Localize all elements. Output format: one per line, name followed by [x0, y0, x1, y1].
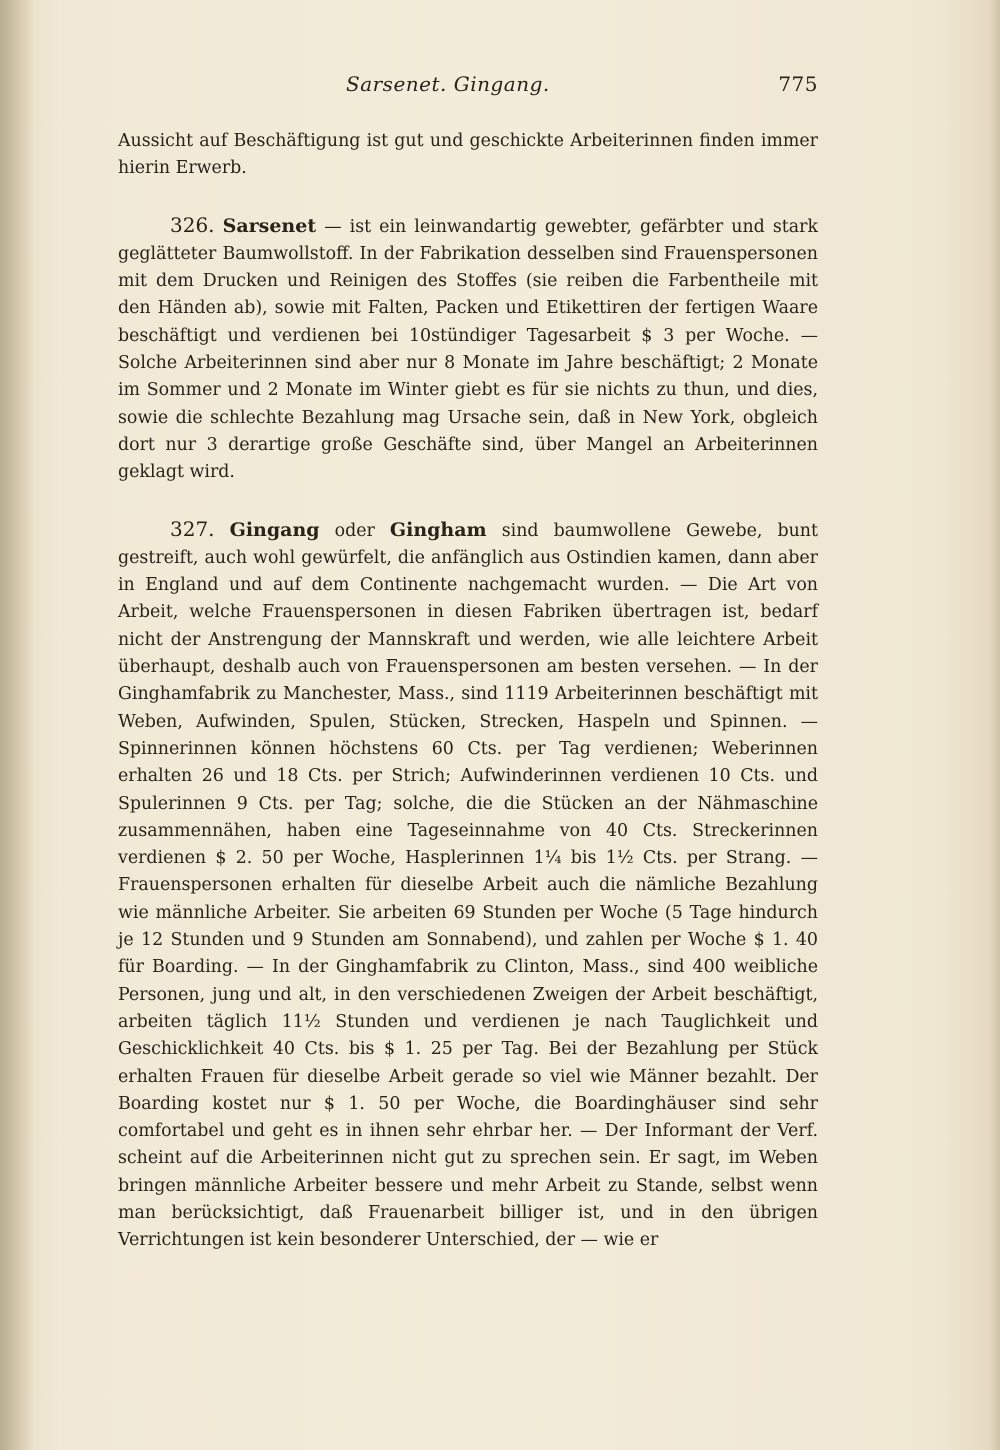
page-gutter-shadow	[0, 0, 34, 1450]
section-connector: oder	[319, 520, 390, 541]
section-text: — ist ein leinwandartig gewebter, gefärbter und stark geglätteter Baumwollstoff. In der Fabrikation desselben sind Frauenspersonen mit dem Drucken und Reinigen des Stoffes (sie reiben die Farbentheile mit den Händen ab), sowie mit Falten, Packen und Etikettiren der fertigen Waare beschäftigt und verdienen bei 10stündiger Tagesarbeit $ 3 per Woche. — Solche Arbeiterinnen sind aber nur 8 Monate im Jahre beschäftigt; 2 Monate im Sommer und 2 Monate im Winter giebt es für sie nichts zu thun, und dies, sowie die schlechte Bezahlung mag Ursache sein, daß in New York, obgleich dort nur 3 derartige große Geschäfte sind, über Mangel an Arbeiterinnen geklagt wird.	[118, 216, 819, 483]
page-header	[118, 72, 818, 104]
section-number: 327.	[170, 516, 215, 541]
continuation-paragraph: Aussicht auf Beschäftigung ist gut und geschickte Arbeiterinnen finden immer hierin Erwerb.	[118, 131, 818, 179]
page-edge-shadow	[990, 0, 1000, 1450]
page-number: 775	[778, 72, 818, 96]
section-term-alt: Gingham	[389, 518, 487, 541]
section-term: Sarsenet	[222, 214, 317, 237]
section-text: sind baumwollene Gewebe, bunt gestreift, auch wohl gewürfelt, die anfänglich aus Ostindien kamen, dann aber in England und auf dem Continente nachgemacht wurden. — Die Art von Arbeit, welche Frauenspersonen in diesen Fabriken übertragen ist, bedarf nicht der Anstrengung der Mannskraft und werden, wie alle leichtere Arbeit überhaupt, deshalb auch von Frauenspersonen am besten versehen. — In der Ginghamfabrik zu Manchester, Mass., sind 1119 Arbeiterinnen beschäftigt mit Weben, Aufwinden, Spulen, Stücken, Strecken, Haspeln und Spinnen. — Spinnerinnen können höchstens 60 Cts. per Tag verdienen; Weberinnen erhalten 26 und 18 Cts. per Strich; Aufwinderinnen verdienen 10 Cts. und Spulerinnen 9 Cts. per Tag; solche, die die Stücken an der Nähmaschine zusammennähen, haben eine Tageseinnahme von 40 Cts. Streckerinnen verdienen $ 2. 50 per Woche, Hasplerinnen 1¼ bis 1½ Cts. per Strang. — Frauenspersonen erhalten für dieselbe Arbeit auch die nämliche Bezahlung wie männliche Arbeiter. Sie arbeiten 69 Stunden per Woche (5 Tage hindurch je 12 Stunden und 9 Stunden am Sonnabend), und zahlen per Woche $ 1. 40 für Boarding. — In der Ginghamfabrik zu Clinton, Mass., sind 400 weibliche Personen, jung und alt, in den verschiedenen Zweigen der Arbeit beschäftigt, arbeiten täglich 11½ Stunden und verdienen je nach Tauglichkeit und Geschicklichkeit 40 Cts. bis $ 1. 25 per Tag. Bei der Bezahlung per Stück erhalten Frauen für dieselbe Arbeit gerade so viel wie Männer bezahlt. Der Boarding kostet nur $ 1. 50 per Woche, die Boardinghäuser sind sehr comfortabel und geht es in ihnen sehr ehrbar her. — Der Informant der Verf. scheint auf die Arbeiterinnen nicht gut zu sprechen sein. Er sagt, im Weben bringen männliche Arbeiter bessere und mehr Arbeit zu Stande, selbst wenn man berücksichtigt, daß Frauenarbeit billiger ist, und in den übrigen Verrichtungen ist kein besonderer Unterschied, der — wie er	[118, 520, 818, 1251]
page-body	[118, 128, 818, 1255]
section-326-paragraph	[118, 212, 818, 487]
running-title: Sarsenet. Gingang.	[346, 72, 550, 96]
section-term: Gingang	[229, 518, 320, 541]
section-number: 326.	[170, 212, 215, 237]
section-327-paragraph	[118, 516, 818, 1255]
